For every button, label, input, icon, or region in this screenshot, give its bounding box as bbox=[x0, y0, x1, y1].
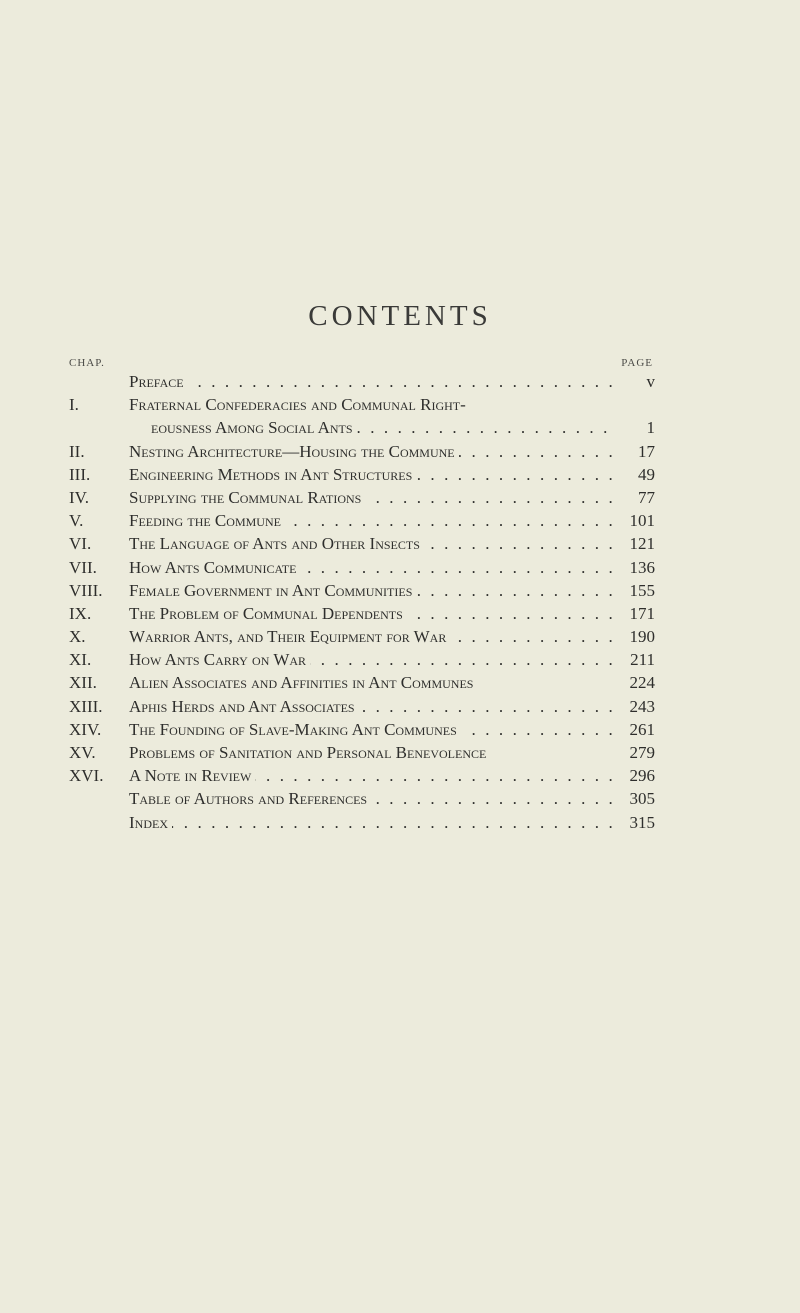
entry-title-continuation: eousness Among Social Ants bbox=[151, 418, 357, 437]
entry-title-container bbox=[129, 625, 617, 648]
entry-title-container bbox=[129, 370, 617, 393]
toc-entry-chapter-11 bbox=[69, 648, 655, 671]
chapter-number: III. bbox=[69, 464, 91, 484]
page-number: 49 bbox=[638, 464, 655, 484]
chapter-number: IV. bbox=[69, 487, 89, 507]
entry-title-container bbox=[129, 718, 617, 741]
entry-title: Warrior Ants, and Their Equipment for War bbox=[129, 627, 450, 646]
chapter-number: VIII. bbox=[69, 580, 103, 600]
entry-title: Fraternal Confederacies and Communal Right- bbox=[129, 395, 470, 414]
page-title: CONTENTS bbox=[308, 300, 492, 332]
page-number: 190 bbox=[629, 627, 655, 647]
entry-title: Aphis Herds and Ant Associates bbox=[129, 697, 359, 716]
chapter-number: II. bbox=[69, 441, 85, 461]
entry-title-container bbox=[129, 671, 617, 694]
entry-title: Table of Authors and References bbox=[129, 789, 371, 808]
entry-title-container bbox=[129, 695, 617, 718]
toc-entry-chapter-13 bbox=[69, 695, 655, 718]
entry-title: Nesting Architecture—Housing the Commune bbox=[129, 442, 459, 461]
page-number: 77 bbox=[638, 487, 655, 507]
entry-title-container bbox=[129, 509, 617, 532]
chapter-number: XV. bbox=[69, 743, 96, 763]
entry-title-container bbox=[129, 579, 617, 602]
page-number: v bbox=[646, 372, 655, 391]
toc-entry-chapter-14 bbox=[69, 718, 655, 741]
page-number: 101 bbox=[629, 511, 655, 531]
entry-title-container bbox=[129, 602, 617, 625]
chapter-number: VI. bbox=[69, 534, 92, 554]
entry-title: A Note in Review bbox=[129, 766, 255, 785]
page-number: 155 bbox=[629, 580, 655, 600]
page-number: 136 bbox=[629, 557, 655, 577]
page-number: 211 bbox=[630, 650, 655, 670]
entry-title: How Ants Carry on War bbox=[129, 650, 310, 669]
entry-title-container bbox=[129, 764, 617, 787]
entry-title: Problems of Sanitation and Personal Benevolence bbox=[129, 743, 490, 762]
page-number: 261 bbox=[629, 719, 655, 739]
toc-entry-chapter-3 bbox=[69, 463, 655, 486]
page-number: 1 bbox=[646, 418, 655, 438]
entry-title-container bbox=[129, 532, 617, 555]
toc-entry-chapter-6 bbox=[69, 532, 655, 555]
chapter-column-header: CHAP. bbox=[69, 357, 105, 369]
chapter-number: V. bbox=[69, 511, 84, 531]
table-of-contents bbox=[69, 370, 655, 834]
entry-title-continuation-container bbox=[151, 416, 617, 439]
toc-entry-chapter-12 bbox=[69, 671, 655, 694]
entry-title: Preface bbox=[129, 372, 188, 391]
page-number: 296 bbox=[629, 766, 655, 786]
entry-title-container bbox=[129, 648, 617, 671]
page-number: 224 bbox=[629, 673, 655, 693]
toc-entry-chapter-4 bbox=[69, 486, 655, 509]
toc-entry-chapter-2 bbox=[69, 440, 655, 463]
chapter-number: XII. bbox=[69, 673, 97, 693]
entry-title: How Ants Communicate bbox=[129, 558, 300, 577]
chapter-number: XIII. bbox=[69, 696, 103, 716]
entry-title-container bbox=[129, 787, 617, 810]
entry-title: Alien Associates and Affinities in Ant Communes bbox=[129, 673, 477, 692]
page-number: 243 bbox=[629, 696, 655, 716]
entry-title: Engineering Methods in Ant Structures bbox=[129, 465, 416, 484]
entry-title: The Problem of Communal Dependents bbox=[129, 604, 407, 623]
chapter-number: IX. bbox=[69, 603, 92, 623]
toc-entry-chapter-10 bbox=[69, 625, 655, 648]
entry-title: Feeding the Commune bbox=[129, 511, 285, 530]
entry-title-container bbox=[129, 486, 617, 509]
page-column-header: PAGE bbox=[621, 357, 653, 369]
entry-title: The Language of Ants and Other Insects bbox=[129, 534, 424, 553]
entry-title: Supplying the Communal Rations bbox=[129, 488, 365, 507]
entry-title: Female Government in Ant Communities bbox=[129, 581, 416, 600]
toc-entry-chapter-7 bbox=[69, 556, 655, 579]
chapter-number: VII. bbox=[69, 557, 97, 577]
page-number: 17 bbox=[638, 441, 655, 461]
toc-entry-chapter-15 bbox=[69, 741, 655, 764]
toc-entry-index bbox=[69, 811, 655, 834]
entry-title-container bbox=[129, 393, 617, 416]
toc-entry-chapter-1 bbox=[69, 393, 655, 439]
entry-title-container bbox=[129, 556, 617, 579]
toc-entry-authors-references bbox=[69, 787, 655, 810]
chapter-number: I. bbox=[69, 395, 79, 415]
chapter-number: XIV. bbox=[69, 719, 102, 739]
page-number: 305 bbox=[629, 789, 655, 809]
entry-title-container bbox=[129, 440, 617, 463]
toc-entry-preface bbox=[69, 370, 655, 393]
entry-title-container bbox=[129, 741, 617, 764]
page-number: 279 bbox=[629, 743, 655, 763]
entry-title-container bbox=[129, 811, 617, 834]
chapter-number: X. bbox=[69, 627, 86, 647]
entry-title: The Founding of Slave-Making Ant Communes bbox=[129, 720, 461, 739]
chapter-number: XVI. bbox=[69, 766, 104, 786]
chapter-number: XI. bbox=[69, 650, 92, 670]
toc-entry-chapter-8 bbox=[69, 579, 655, 602]
entry-title: Index bbox=[129, 813, 172, 832]
entry-title-container bbox=[129, 463, 617, 486]
toc-entry-chapter-9 bbox=[69, 602, 655, 625]
page-number: 315 bbox=[629, 812, 655, 832]
toc-entry-chapter-16 bbox=[69, 764, 655, 787]
page-number: 121 bbox=[629, 534, 655, 554]
toc-entry-chapter-5 bbox=[69, 509, 655, 532]
page-number: 171 bbox=[629, 603, 655, 623]
